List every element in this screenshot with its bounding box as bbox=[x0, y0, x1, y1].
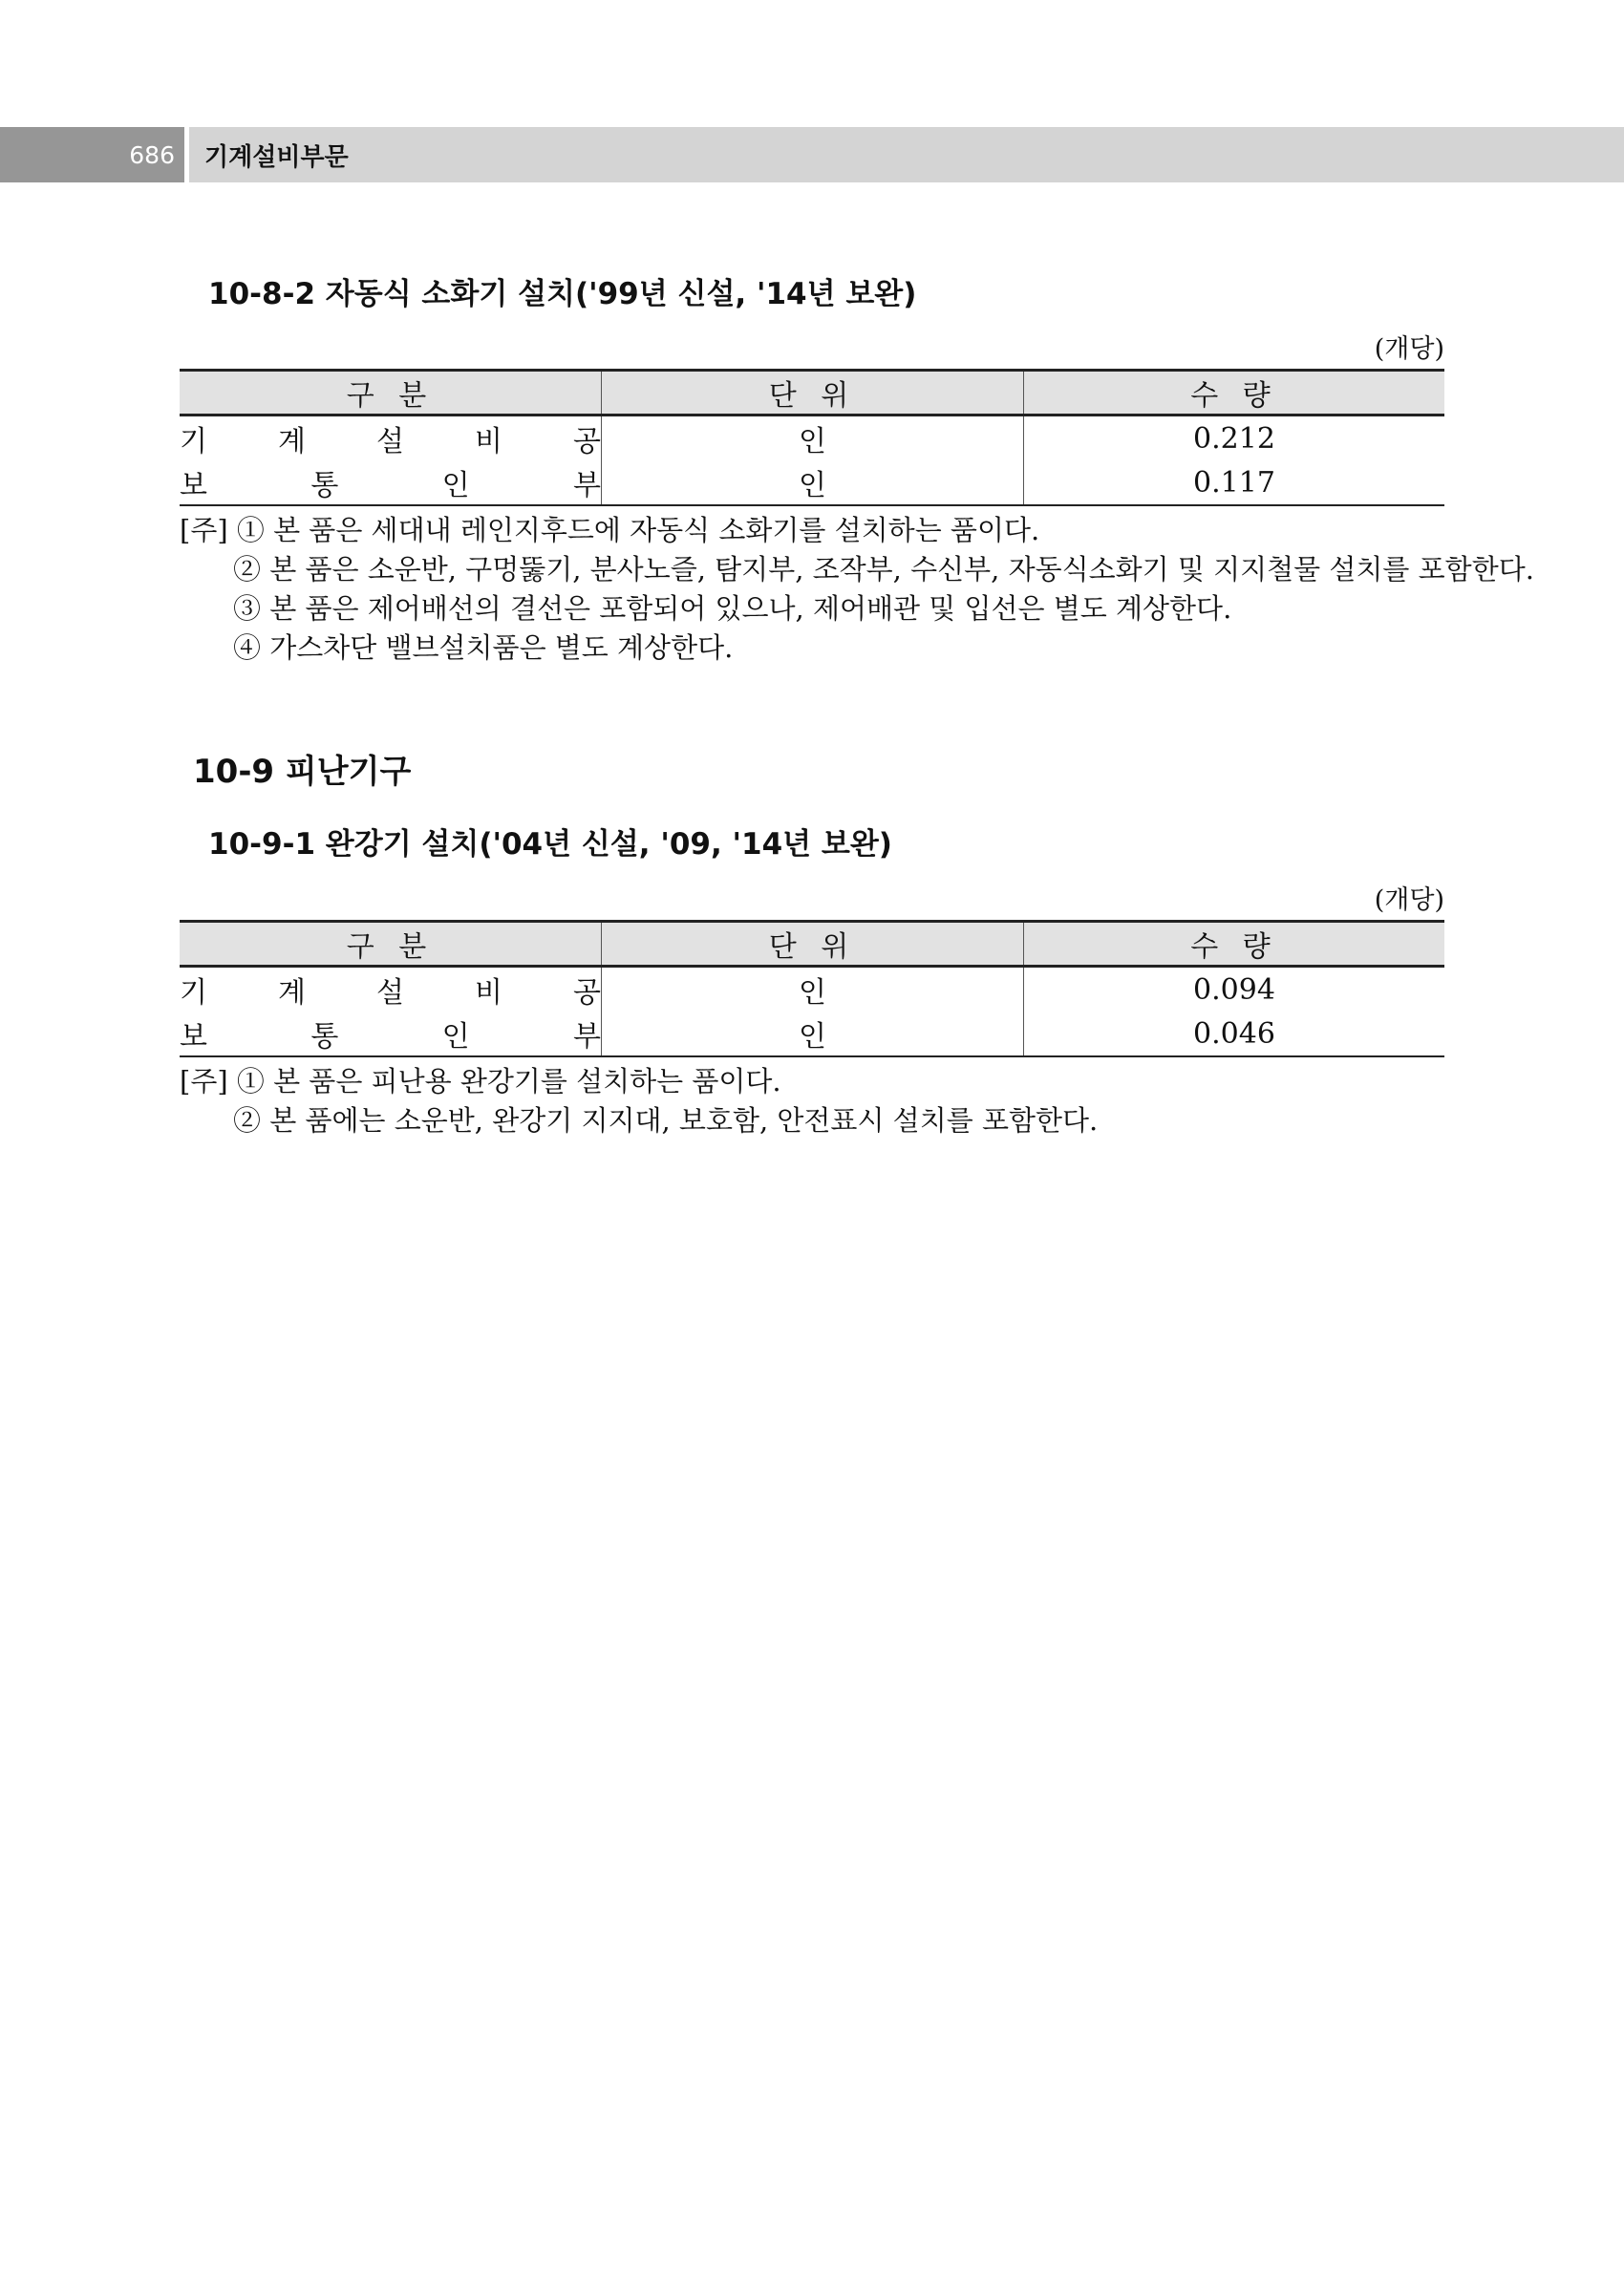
category-char: 계 bbox=[278, 976, 306, 1010]
category-char: 비 bbox=[475, 976, 502, 1010]
row-category bbox=[180, 967, 602, 1012]
category-char: 부 bbox=[572, 469, 601, 502]
row-unit: 인 bbox=[602, 1012, 1024, 1056]
category-char: 통 bbox=[310, 1020, 339, 1054]
note-line: [주] ① 본 품은 세대내 레인지후드에 자동식 소화기를 설치하는 품이다. bbox=[180, 514, 1040, 546]
unit-label-a: (개당) bbox=[1374, 334, 1444, 364]
category-char: 비 bbox=[475, 425, 502, 458]
row-quantity: 0.046 bbox=[1024, 1012, 1445, 1056]
row-category bbox=[180, 416, 602, 461]
category-char: 설 bbox=[376, 425, 404, 458]
category-char: 인 bbox=[441, 469, 470, 502]
category-char: 통 bbox=[310, 469, 339, 502]
column-header-unit: 단 위 bbox=[602, 922, 1024, 967]
table-row bbox=[180, 1012, 1444, 1056]
page-number: 686 bbox=[0, 127, 184, 182]
category-char: 공 bbox=[573, 425, 601, 458]
note-line: ③ 본 품은 제어배선의 결선은 포함되어 있으나, 제어배관 및 입선은 별도 계상한다. bbox=[233, 592, 1232, 625]
notes-block-c bbox=[180, 1062, 1098, 1140]
category-char: 보 bbox=[180, 469, 207, 502]
category-char: 보 bbox=[180, 1020, 207, 1054]
row-category bbox=[180, 460, 602, 505]
note-line: ④ 가스차단 밸브설치품은 별도 계상한다. bbox=[233, 631, 734, 664]
chapter-title: 기계설비부문 bbox=[204, 142, 349, 172]
table-row bbox=[180, 460, 1444, 505]
row-category bbox=[180, 1012, 602, 1056]
column-header-category: 구 분 bbox=[180, 922, 602, 967]
note-line: [주] ① 본 품은 피난용 완강기를 설치하는 품이다. bbox=[180, 1065, 781, 1097]
category-char: 공 bbox=[573, 976, 601, 1010]
table-header-row bbox=[180, 922, 1444, 967]
category-char: 계 bbox=[278, 425, 306, 458]
row-unit: 인 bbox=[602, 967, 1024, 1012]
note-line: ② 본 품에는 소운반, 완강기 지지대, 보호함, 안전표시 설치를 포함한다. bbox=[233, 1104, 1099, 1137]
category-char: 인 bbox=[441, 1020, 470, 1054]
column-header-quantity: 수 량 bbox=[1024, 922, 1445, 967]
notes-block-a bbox=[180, 511, 1534, 668]
table-row bbox=[180, 416, 1444, 461]
row-quantity: 0.117 bbox=[1024, 460, 1445, 505]
category-char: 설 bbox=[376, 976, 404, 1010]
row-unit: 인 bbox=[602, 460, 1024, 505]
row-unit: 인 bbox=[602, 416, 1024, 461]
note-line: ② 본 품은 소운반, 구멍뚫기, 분사노즐, 탐지부, 조작부, 수신부, 자동식소화기 및 지지철물 설치를 포함한다. bbox=[233, 553, 1534, 586]
category-char: 부 bbox=[572, 1020, 601, 1054]
table-row bbox=[180, 967, 1444, 1012]
column-header-category: 구 분 bbox=[180, 371, 602, 416]
category-char: 기 bbox=[180, 976, 207, 1010]
section-heading-10-8-2: 10-8-2 자동식 소화기 설치('99년 신설, '14년 보완) bbox=[208, 277, 917, 311]
quantity-table-c bbox=[180, 920, 1444, 1057]
section-title-10-9: 10-9 피난기구 bbox=[193, 753, 412, 791]
header-divider bbox=[184, 127, 189, 182]
row-quantity: 0.212 bbox=[1024, 416, 1445, 461]
row-quantity: 0.094 bbox=[1024, 967, 1445, 1012]
column-header-unit: 단 위 bbox=[602, 371, 1024, 416]
page-header bbox=[0, 127, 1624, 182]
table-header-row bbox=[180, 371, 1444, 416]
quantity-table-a bbox=[180, 369, 1444, 506]
column-header-quantity: 수 량 bbox=[1024, 371, 1445, 416]
unit-label-c: (개당) bbox=[1374, 885, 1444, 915]
section-heading-10-9-1: 10-9-1 완강기 설치('04년 신설, '09, '14년 보완) bbox=[208, 827, 892, 862]
category-char: 기 bbox=[180, 425, 207, 458]
